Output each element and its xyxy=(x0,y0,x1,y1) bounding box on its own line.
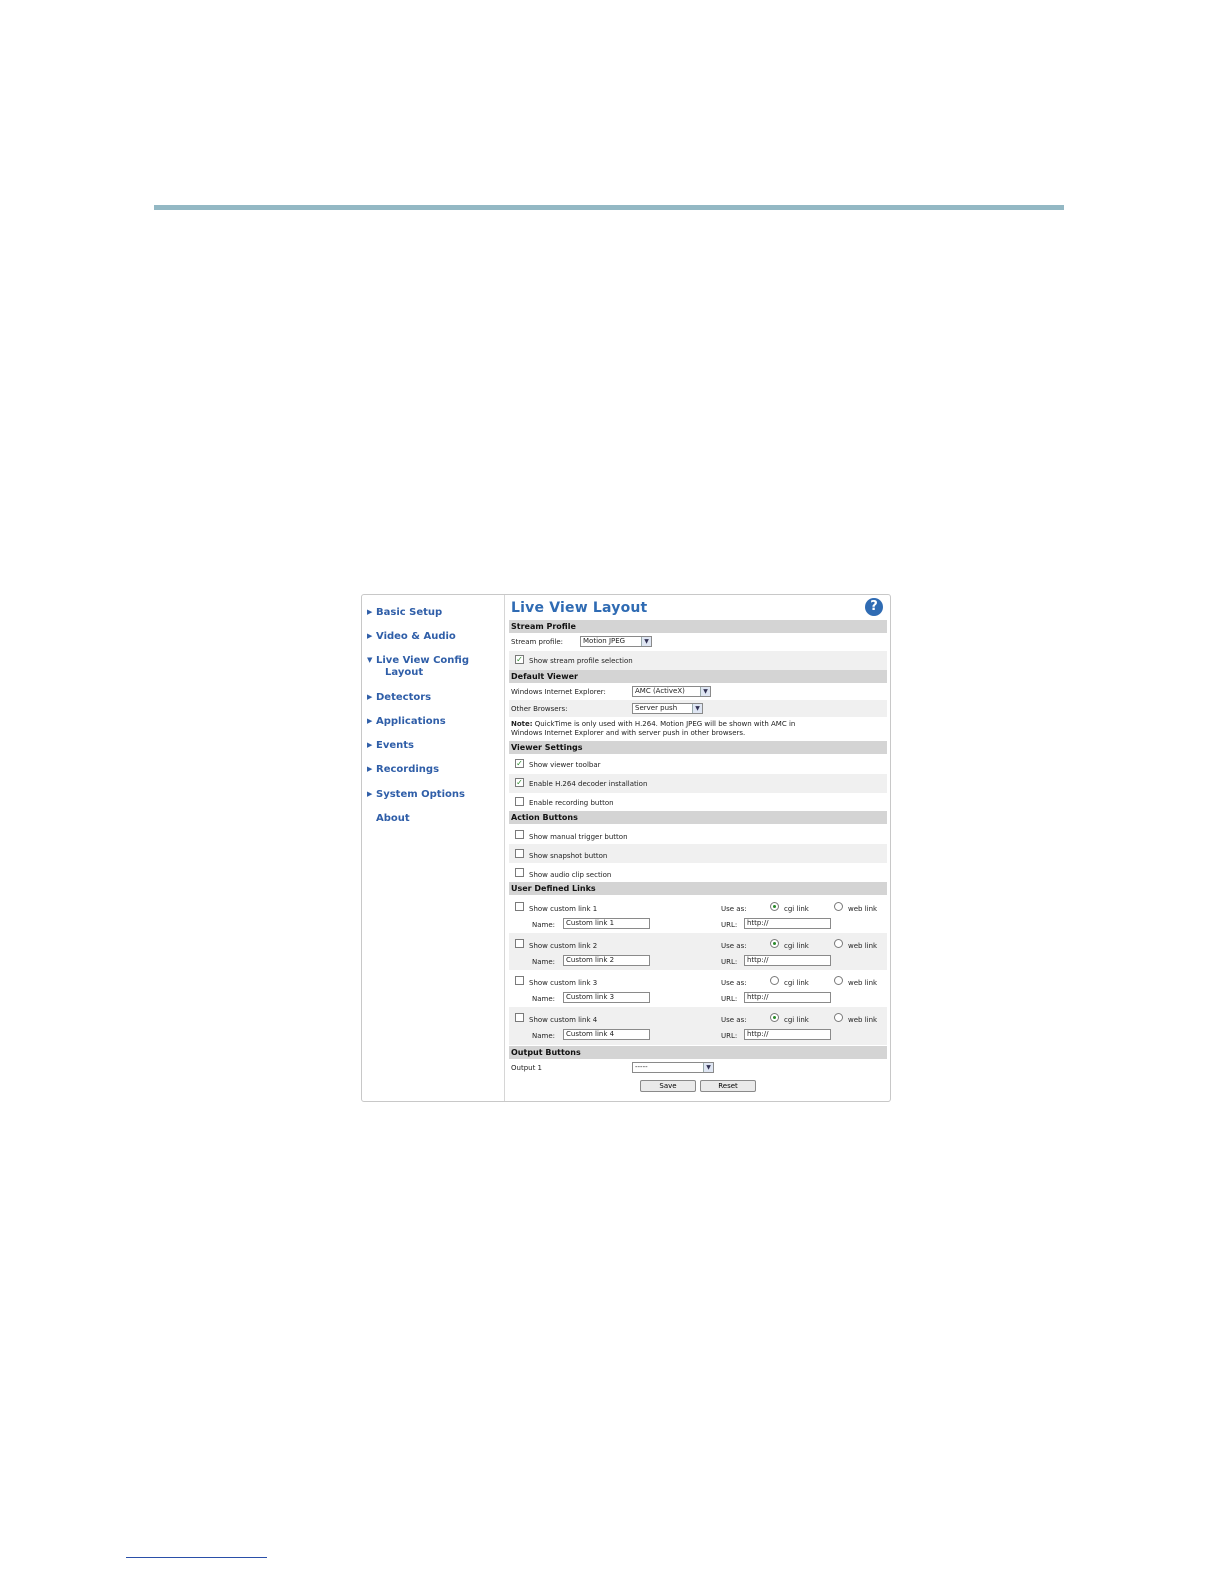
custom-link-url-input[interactable]: http:// xyxy=(744,1029,831,1040)
manual-trigger-label: Show manual trigger button xyxy=(529,833,628,841)
custom-link-name-input[interactable]: Custom link 3 xyxy=(563,992,650,1003)
page-title: Live View Layout xyxy=(511,600,648,616)
show-stream-profile-label: Show stream profile selection xyxy=(529,657,633,665)
enable-recording-checkbox[interactable] xyxy=(515,797,524,806)
triangle-right-icon: ▶ xyxy=(367,765,373,773)
other-browsers-select[interactable]: Server push ▼ xyxy=(632,703,703,714)
custom-link-label: Show custom link 1 xyxy=(529,905,598,913)
show-viewer-toolbar-checkbox[interactable]: ✓ xyxy=(516,759,523,768)
triangle-right-icon: ▶ xyxy=(367,693,373,701)
cgi-link-radio[interactable] xyxy=(770,939,779,948)
nav-recordings[interactable]: ▶ Recordings xyxy=(367,764,440,775)
section-action-buttons: Action Buttons xyxy=(509,811,887,824)
row-viewer-toolbar xyxy=(509,755,887,774)
stream-profile-label: Stream profile: xyxy=(511,638,564,646)
output-1-select[interactable]: ----- ▼ xyxy=(632,1062,714,1073)
custom-link-2-checkbox[interactable] xyxy=(515,939,524,948)
use-as-label: Use as: xyxy=(721,942,747,950)
sidebar xyxy=(362,595,505,1101)
enable-h264-checkbox[interactable]: ✓ xyxy=(516,778,523,787)
snapshot-label: Show snapshot button xyxy=(529,852,608,860)
row-audio-clip xyxy=(509,863,887,882)
section-user-links: User Defined Links xyxy=(509,882,887,895)
row-viewer-note xyxy=(509,717,887,741)
web-link-radio[interactable] xyxy=(834,1013,843,1022)
enable-recording-label: Enable recording button xyxy=(529,799,614,807)
web-link-radio[interactable] xyxy=(834,976,843,985)
triangle-right-icon: ▶ xyxy=(367,741,373,749)
nav-detectors[interactable]: ▶ Detectors xyxy=(367,692,432,703)
web-link-label: web link xyxy=(848,1016,878,1024)
custom-link-label: Show custom link 4 xyxy=(529,1016,598,1024)
stream-profile-select[interactable]: Motion JPEG ▼ xyxy=(580,636,652,647)
section-viewer-settings: Viewer Settings xyxy=(509,741,887,754)
url-label: URL: xyxy=(721,958,738,966)
nav-about[interactable]: About xyxy=(376,813,410,824)
name-label: Name: xyxy=(532,958,556,966)
row-manual-trigger xyxy=(509,825,887,844)
show-viewer-toolbar-label: Show viewer toolbar xyxy=(529,761,601,769)
ie-viewer-label: Windows Internet Explorer: xyxy=(511,688,606,696)
nav-system-options[interactable]: ▶ System Options xyxy=(367,789,465,800)
chevron-down-icon: ▼ xyxy=(692,704,702,713)
nav-applications[interactable]: ▶ Applications xyxy=(367,716,446,727)
custom-link-row xyxy=(509,933,887,970)
section-stream-profile: Stream Profile xyxy=(509,620,887,633)
custom-link-url-input[interactable]: http:// xyxy=(744,918,831,929)
chevron-down-icon: ▼ xyxy=(700,687,710,696)
cgi-link-label: cgi link xyxy=(784,942,809,950)
output-1-label: Output 1 xyxy=(511,1064,542,1072)
url-label: URL: xyxy=(721,1032,738,1040)
cgi-link-radio[interactable] xyxy=(770,902,779,911)
audio-clip-label: Show audio clip section xyxy=(529,871,612,879)
reset-button[interactable]: Reset xyxy=(700,1080,756,1092)
enable-h264-label: Enable H.264 decoder installation xyxy=(529,780,648,788)
nav-events[interactable]: ▶ Events xyxy=(367,740,414,751)
web-link-radio[interactable] xyxy=(834,939,843,948)
nav-video-audio[interactable]: ▶ Video & Audio xyxy=(367,631,456,642)
triangle-right-icon: ▶ xyxy=(367,608,373,616)
snapshot-checkbox[interactable] xyxy=(515,849,524,858)
other-browsers-label: Other Browsers: xyxy=(511,705,568,713)
row-show-stream-profile xyxy=(509,651,887,670)
web-link-label: web link xyxy=(848,942,878,950)
web-link-radio[interactable] xyxy=(834,902,843,911)
row-output-1 xyxy=(509,1060,887,1076)
nav-sub-layout[interactable]: Layout xyxy=(385,667,424,678)
show-stream-profile-checkbox[interactable]: ✓ xyxy=(516,655,523,664)
url-label: URL: xyxy=(721,995,738,1003)
cgi-link-label: cgi link xyxy=(784,905,809,913)
row-h264-decoder xyxy=(509,774,887,793)
chevron-down-icon: ▼ xyxy=(703,1063,713,1072)
chevron-down-icon: ▼ xyxy=(641,637,651,646)
ie-viewer-select[interactable]: AMC (ActiveX) ▼ xyxy=(632,686,711,697)
custom-link-label: Show custom link 3 xyxy=(529,979,598,987)
help-icon[interactable]: ? xyxy=(865,598,883,616)
settings-window xyxy=(361,594,891,1102)
triangle-down-icon: ▼ xyxy=(367,656,373,664)
manual-trigger-checkbox[interactable] xyxy=(515,830,524,839)
custom-link-name-input[interactable]: Custom link 4 xyxy=(563,1029,650,1040)
section-default-viewer: Default Viewer xyxy=(509,670,887,683)
audio-clip-checkbox[interactable] xyxy=(515,868,524,877)
note-line-1: QuickTime is only used with H.264. Motion JPEG will be shown with AMC in xyxy=(534,720,796,728)
custom-link-url-input[interactable]: http:// xyxy=(744,955,831,966)
save-button[interactable]: Save xyxy=(640,1080,696,1092)
section-output-buttons: Output Buttons xyxy=(509,1046,887,1059)
triangle-right-icon: ▶ xyxy=(367,790,373,798)
use-as-label: Use as: xyxy=(721,1016,747,1024)
custom-link-row xyxy=(509,1007,887,1045)
row-recording-button xyxy=(509,793,887,811)
custom-link-row xyxy=(509,970,887,1007)
custom-link-name-input[interactable]: Custom link 2 xyxy=(563,955,650,966)
cgi-link-radio[interactable] xyxy=(770,976,779,985)
row-stream-profile xyxy=(509,634,887,651)
use-as-label: Use as: xyxy=(721,905,747,913)
triangle-right-icon: ▶ xyxy=(367,632,373,640)
footer-rule xyxy=(126,1557,267,1558)
web-link-label: web link xyxy=(848,979,878,987)
row-snapshot xyxy=(509,844,887,863)
custom-link-label: Show custom link 2 xyxy=(529,942,598,950)
name-label: Name: xyxy=(532,995,556,1003)
header-rule xyxy=(154,205,1064,210)
main-panel xyxy=(509,595,887,1101)
row-other-viewer xyxy=(509,700,887,717)
use-as-label: Use as: xyxy=(721,979,747,987)
custom-link-1-checkbox[interactable] xyxy=(515,902,524,911)
custom-link-name-input[interactable]: Custom link 1 xyxy=(563,918,650,929)
web-link-label: web link xyxy=(848,905,878,913)
custom-link-url-input[interactable]: http:// xyxy=(744,992,831,1003)
row-ie-viewer xyxy=(509,684,887,700)
nav-basic-setup[interactable]: ▶ Basic Setup xyxy=(367,607,443,618)
cgi-link-radio[interactable] xyxy=(770,1013,779,1022)
note-prefix: Note: xyxy=(511,720,533,728)
custom-link-4-checkbox[interactable] xyxy=(515,1013,524,1022)
custom-link-row xyxy=(509,896,887,933)
name-label: Name: xyxy=(532,1032,556,1040)
triangle-right-icon: ▶ xyxy=(367,717,373,725)
cgi-link-label: cgi link xyxy=(784,979,809,987)
note-line-2: Windows Internet Explorer and with server push in other browsers. xyxy=(511,729,746,737)
url-label: URL: xyxy=(721,921,738,929)
custom-link-3-checkbox[interactable] xyxy=(515,976,524,985)
nav-live-view-config[interactable]: ▼ Live View Config xyxy=(367,655,469,666)
cgi-link-label: cgi link xyxy=(784,1016,809,1024)
name-label: Name: xyxy=(532,921,556,929)
